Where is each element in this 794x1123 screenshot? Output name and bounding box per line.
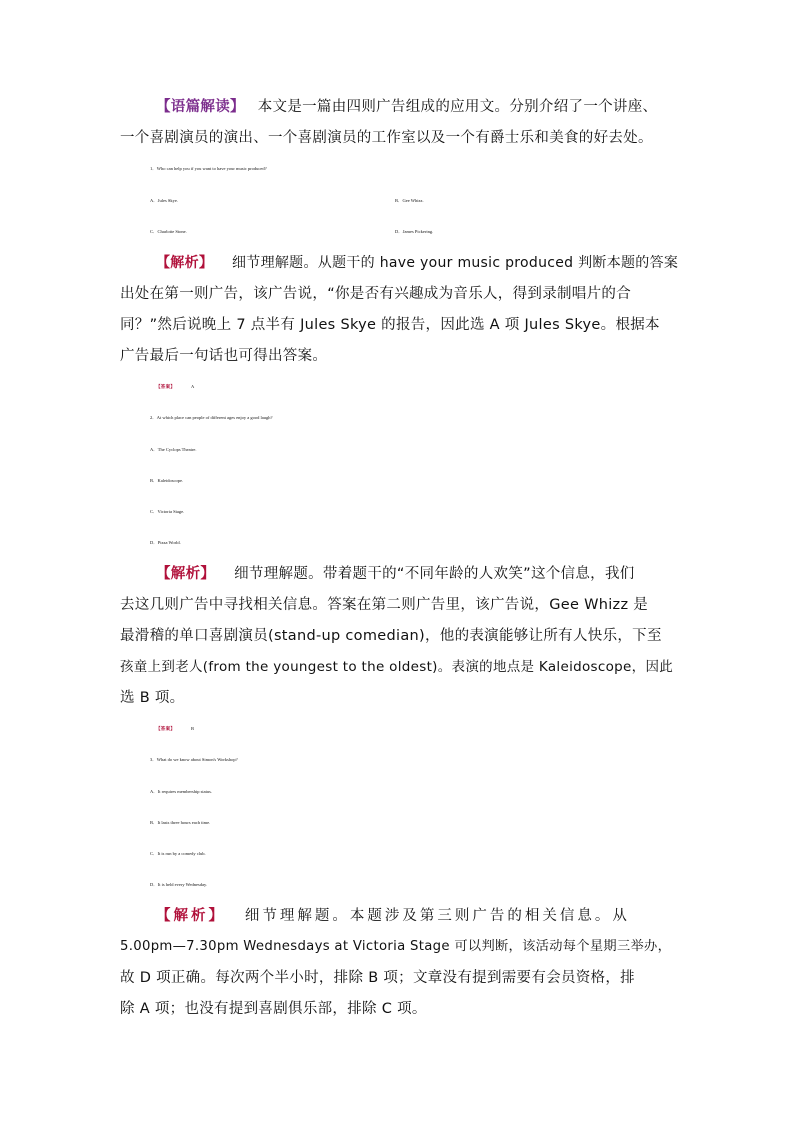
q1-options-row-2 [150,222,708,242]
q3-option-b: B．It lasts three hours each time. [150,820,211,825]
q3-analysis-tag: 【解析】 [156,908,226,924]
q1-answer-line [156,377,714,398]
q1-options-row-1 [150,191,708,211]
q2-option-a: A．The Cyclops Theatre. [150,447,197,452]
q1-option-d: D．James Pickering. [395,229,434,234]
q1-option-b: B．Gee Whizz. [395,198,424,203]
q2-answer: B [190,726,195,731]
q2-analysis-text-2: 去这几则广告中寻找相关信息。答案在第二则广告里，该广告说，Gee Whizz 是 [120,597,649,613]
q3-analysis-text-2: 5.00pm—7.30pm Wednesdays at Victoria Stage 可以判断，该活动每个星期三举办， [120,939,672,954]
q3-analysis-text-4: 除 A 项；也没有提到喜剧俱乐部，排除 C 项。 [120,1001,427,1017]
q1-analysis-text-2: 出处在第一则广告，该广告说，“你是否有兴趣成为音乐人，得到录制唱片的合 [120,286,632,302]
q1-analysis-text-1: 细节理解题。从题干的 have your music produced 判断本题的答案 [231,255,679,271]
q1-answer-tag: 【答案】 [156,385,176,390]
q2-analysis-text-3: 最滑稽的单口喜剧演员(stand-up comedian)，他的表演能够让所有人快乐，下至 [120,628,662,644]
q1-analysis-line-1 [156,253,678,273]
q1-option-c: C．Charlotte Stone. [150,229,187,234]
q1-question: 1．Who can help you if you want to have your music produced? [150,166,267,171]
q2-analysis-tag: 【解析】 [156,566,216,582]
q2-analysis-text-4: 孩童上到老人(from the youngest to the oldest)。表演的地点是 Kaleidoscope，因此 [120,659,674,675]
q3-question: 3．What do we know about Simon's Workshop? [150,757,238,762]
q2-analysis-text-1: 细节理解题。带着题干的“不同年龄的人欢笑”这个信息，我们 [234,566,635,582]
q1-analysis-text-3: 同？”然后说晚上 7 点半有 Jules Skye 的报告，因此选 A 项 Jules Skye。根据本 [120,317,660,333]
q2-answer-line [156,719,714,740]
q1-option-a: A．Jules Skye. [150,198,178,203]
q2-analysis-line-1 [156,564,678,584]
q2-question: 2．At which place can people of different ages enjoy a good laugh? [150,415,273,420]
q2-option-d: D．Pizza World. [150,540,181,545]
q1-analysis-text-4: 广告最后一句话也可得出答案。 [120,348,328,364]
intro-text-1: 本文是一篇由四则广告组成的应用文。分别介绍了一个讲座、 [257,99,658,115]
q1-answer: A [190,384,195,389]
intro-tag: 【语篇解读】 [156,99,245,115]
q3-option-d: D．It is held every Wednesday. [150,882,208,887]
q3-analysis-text-3: 故 D 项正确。每次两个半小时，排除 B 项；文章没有提到需要有会员资格，排 [120,970,635,986]
q3-analysis-line-1 [156,906,678,926]
q2-answer-tag: 【答案】 [156,727,176,732]
intro-line-1 [156,97,678,117]
q3-analysis-text-1: 细节理解题。本题涉及第三则广告的相关信息。从 [244,908,630,924]
q1-analysis-tag: 【解析】 [156,255,214,271]
q2-option-c: C．Victoria Stage. [150,509,185,514]
q2-analysis-text-5: 选 B 项。 [120,690,185,706]
q3-option-a: A．It requires membership status. [150,789,212,794]
q3-option-c: C．It is run by a comedy club. [150,851,206,856]
q2-option-b: B．Kaleidoscope. [150,478,184,483]
intro-text-2: 一个喜剧演员的演出、一个喜剧演员的工作室以及一个有爵士乐和美食的好去处。 [120,130,653,146]
